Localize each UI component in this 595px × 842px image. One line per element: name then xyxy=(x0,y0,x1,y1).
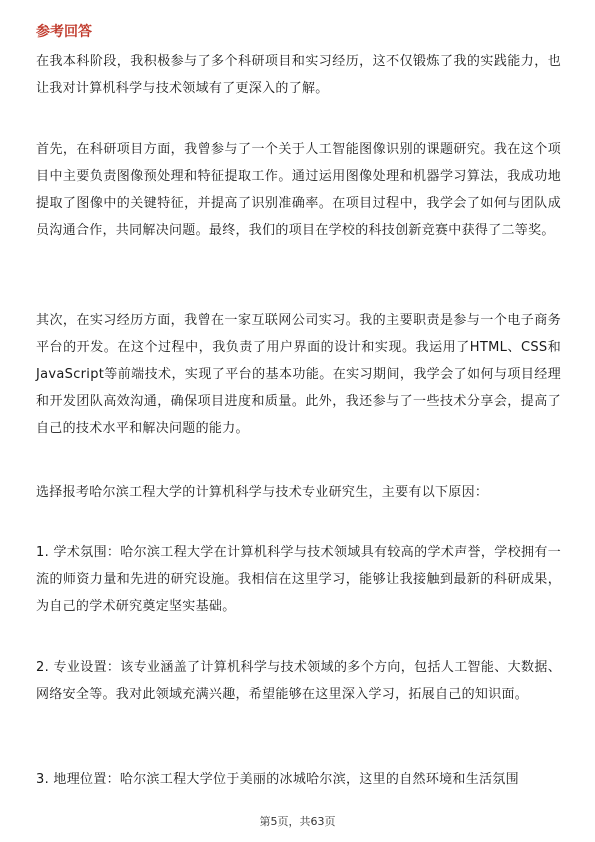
section-title: 参考回答 xyxy=(36,24,92,40)
paragraph-intro: 在我本科阶段，我积极参与了多个科研项目和实习经历，这不仅锻炼了我的实践能力，也让我对计算机科学与技术领域有了更深入的了解。 xyxy=(36,54,561,96)
paragraph-research: 首先，在科研项目方面，我曾参与了一个关于人工智能图像识别的课题研究。我在这个项目中主要负责图像预处理和特征提取工作。通过运用图像处理和机器学习算法，我成功地提取了图像中的关键特征，并提高了识别准确率。在项目过程中，我学会了如何与团队成员沟通合作，共同解决问题。最终，我们的项目在学校的科技创新竞赛中获得了二等奖。 xyxy=(36,142,561,238)
paragraph-reason-major: 2. 专业设置：该专业涵盖了计算机科学与技术领域的多个方向，包括人工智能、大数据、网络安全等。我对此领域充满兴趣，希望能够在这里深入学习，拓展自己的知识面。 xyxy=(36,660,561,702)
page-number-footer: 第5页，共63页 xyxy=(259,815,336,828)
paragraph-internship: 其次，在实习经历方面，我曾在一家互联网公司实习。我的主要职责是参与一个电子商务平台的开发。在这个过程中，我负责了用户界面的设计和实现。我运用了HTML、CSS和JavaScript等前端技术，实现了平台的基本功能。在实习期间，我学会了如何与项目经理和开发团队高效沟通，确保项目进度和质量。此外，我还参与了一些技术分享会，提高了自己的技术水平和解决问题的能力。 xyxy=(36,313,561,436)
paragraph-reason-academic: 1. 学术氛围：哈尔滨工程大学在计算机科学与技术领域具有较高的学术声誉，学校拥有一流的师资力量和先进的研究设施。我相信在这里学习，能够让我接触到最新的科研成果，为自己的学术研究奠定坚实基础。 xyxy=(36,545,561,614)
paragraph-reasons-intro: 选择报考哈尔滨工程大学的计算机科学与技术专业研究生，主要有以下原因： xyxy=(36,485,489,500)
paragraph-reason-location: 3. 地理位置：哈尔滨工程大学位于美丽的冰城哈尔滨，这里的自然环境和生活氛围 xyxy=(36,772,519,787)
